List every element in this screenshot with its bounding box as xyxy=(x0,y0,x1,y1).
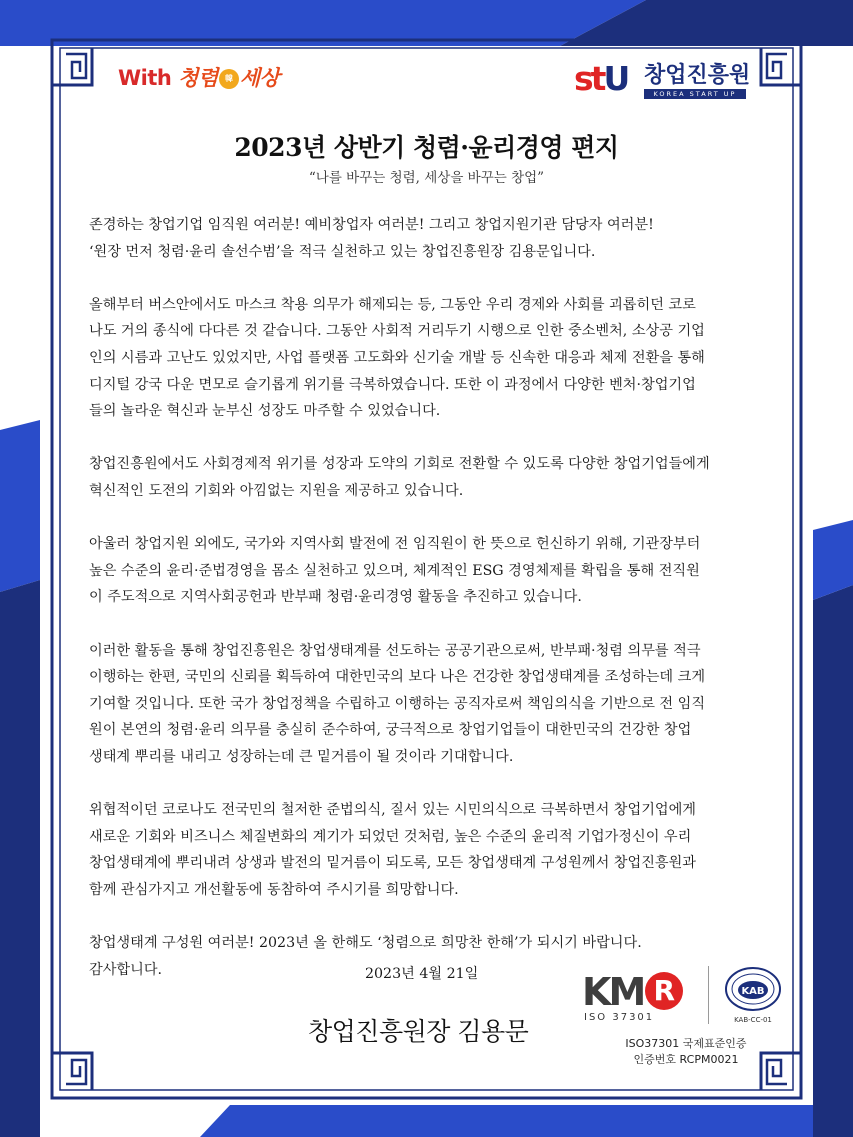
left-blue-band xyxy=(0,420,40,592)
paragraph-line: 창업생태계 구성원 여러분! 2023년 올 한해도 ‘청렴으로 희망찬 한해’가 되시기 바랍니다. xyxy=(89,935,642,952)
paragraph xyxy=(89,797,767,903)
paragraph-line: 인의 시름과 고난도 있었지만, 사업 플랫폼 고도화와 신기술 개발 등 신속한 대응과 체제 전환을 통해 xyxy=(89,349,705,366)
paragraph-line: 들의 놀라운 혁신과 눈부신 성장도 마주할 수 있었습니다. xyxy=(89,403,441,420)
paragraph-line: 혁신적인 도전의 기회와 아낌없는 지원을 제공하고 있습니다. xyxy=(89,482,464,499)
logo-badge-icon: 韓 xyxy=(219,69,239,89)
paragraph-line: 위협적이던 코로나도 전국민의 철저한 준법의식, 질서 있는 시민의식으로 극복하면서 창업기업에게 xyxy=(89,802,697,819)
paragraph-line: ‘원장 먼저 청렴·윤리 솔선수범’을 적극 실천하고 있는 창업진흥원장 김용문입니다. xyxy=(89,243,596,260)
kmr-text: KM xyxy=(582,970,644,1014)
letter-title: 2023년 상반기 청렴·윤리경영 편지 xyxy=(234,133,619,162)
kab-seal-icon xyxy=(722,966,784,1012)
paragraph-line: 나도 거의 종식에 다다른 것 같습니다. 그동안 사회적 거리두기 시행으로 인한 중소벤처, 소상공 기업 xyxy=(89,323,705,340)
paragraph-line: 기여할 것입니다. 또한 국가 창업정책을 수립하고 이행하는 공직자로써 책임의식을 기반으로 전 임직 xyxy=(89,695,706,712)
letter-subtitle: “나를 바꾸는 청렴, 세상을 바꾸는 창업” xyxy=(308,170,545,186)
paragraph-line: 디지털 강국 다운 면모로 슬기롭게 위기를 극복하였습니다. 또한 이 과정에서 다양한 벤처·창업기업 xyxy=(89,376,696,393)
cert-standard: ISO37301 국제표준인증 xyxy=(625,1037,747,1050)
paragraph xyxy=(89,531,767,611)
paragraph-line: 함께 관심가지고 개선활동에 동참하여 주시기를 희망합니다. xyxy=(89,881,459,898)
logo-world-text: 세상 xyxy=(239,66,280,90)
letter-date: 2023년 4월 21일 xyxy=(365,966,479,982)
paragraph-line: 창업생태계에 뿌리내려 상생과 발전의 밑거름이 되도록, 모든 창업생태계 구성원께서 창업진흥원과 xyxy=(89,855,697,872)
with-clean-world-logo xyxy=(118,62,279,92)
kised-name: 창업진흥원 xyxy=(644,63,751,88)
paragraph-line: 창업진흥원에서도 사회경제적 위기를 성장과 도약의 기회로 전환할 수 있도록 다양한 창업기업들에게 xyxy=(89,456,710,473)
paragraph xyxy=(89,451,767,504)
cert-number: 인증번호 RCPM0021 xyxy=(633,1053,739,1066)
paragraph-line: 이러한 활동을 통해 창업진흥원은 창업생태계를 선도하는 공공기관으로써, 반부패·청렴 의무를 적극 xyxy=(89,642,701,659)
signer-name: 창업진흥원장 김용문 xyxy=(308,1017,529,1046)
paragraph-line: 높은 수준의 윤리·준법경영을 몸소 실천하고 있으며, 체계적인 ESG 경영체제를 확립을 통해 전직원 xyxy=(89,562,700,579)
paragraph-line: 존경하는 창업기업 임직원 여러분! 예비창업자 여러분! 그리고 창업지원기관 담당자 여러분! xyxy=(89,217,654,233)
bottom-left-navy-band xyxy=(0,580,40,1137)
paragraph xyxy=(89,638,767,771)
kab-label: KAB xyxy=(741,986,765,997)
paragraph-line: 새로운 기회와 비즈니스 체질변화의 계기가 되었던 것처럼, 높은 수준의 윤리적 기업가정신이 우리 xyxy=(89,828,692,845)
paragraph-line: 이 주도적으로 지역사회공헌과 반부패 청렴·윤리경영 활동을 추진하고 있습니다. xyxy=(89,589,582,606)
kab-code: KAB-CC-01 xyxy=(734,1016,772,1024)
paragraph-line: 생태계 뿌리를 내리고 성장하는데 큰 밑거름이 될 것이라 기대합니다. xyxy=(89,748,514,765)
paragraph-line: 감사합니다. xyxy=(89,961,163,978)
paragraph xyxy=(89,292,767,425)
paragraph-line: 올해부터 버스안에서도 마스크 착용 의무가 해제되는 등, 그동안 우리 경제와 사회를 괴롭히던 코로 xyxy=(89,296,696,313)
kmr-r-icon: R xyxy=(645,972,683,1010)
logo-with-text: With xyxy=(118,66,172,90)
certification-info xyxy=(598,1036,774,1068)
cert-divider xyxy=(708,966,709,1024)
kised-tagline: KOREA START UP xyxy=(644,89,746,99)
paragraph xyxy=(89,212,767,265)
paragraph-line: 이행하는 한편, 국민의 신뢰를 획득하여 대한민국의 보다 나은 건강한 창업생태계를 조성하는데 크게 xyxy=(89,669,706,686)
kab-seal xyxy=(722,966,784,1024)
kmr-logo xyxy=(582,972,683,1023)
bottom-right-blue-band xyxy=(200,1105,853,1137)
kmr-iso-label: ISO 37301 xyxy=(584,1012,655,1023)
paragraph-line: 원이 본연의 청렴·윤리 의무를 충실히 준수하여, 궁극적으로 창업기업들이 대한민국의 건강한 창업 xyxy=(89,722,692,739)
right-navy-band xyxy=(813,585,853,1137)
logo-clean-text: 청렴 xyxy=(178,66,218,90)
kised-mark-icon: stU xyxy=(574,59,628,98)
letter-body xyxy=(89,212,767,983)
paragraph-line: 아울러 창업지원 외에도, 국가와 지역사회 발전에 전 임직원이 한 뜻으로 헌신하기 위해, 기관장부터 xyxy=(89,536,701,553)
